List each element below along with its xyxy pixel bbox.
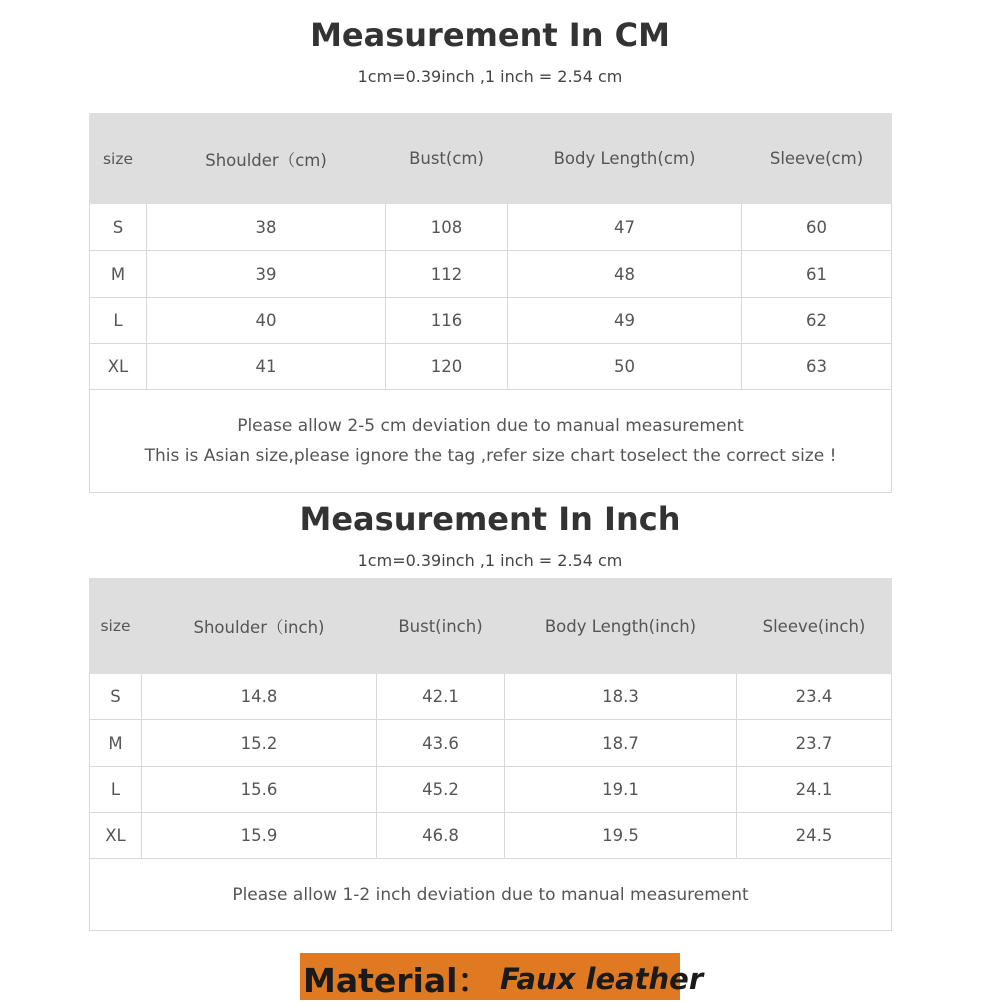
cm-section-title: Measurement In CM xyxy=(310,16,670,54)
cm-deviation-note: Please allow 2-5 cm deviation due to manual measurement xyxy=(237,416,744,436)
material-banner xyxy=(300,953,704,1000)
shoulder-cell: 38 xyxy=(147,204,386,251)
inch-header-size: size xyxy=(90,579,142,674)
bust-cell: 120 xyxy=(386,344,508,390)
bust-cell: 46.8 xyxy=(377,813,505,859)
sleeve-cell: 24.5 xyxy=(737,813,892,859)
material-label: Material： xyxy=(303,961,491,1000)
material-value: Faux leather xyxy=(500,962,704,996)
body-length-cell: 49 xyxy=(508,298,742,344)
table-row xyxy=(90,298,892,344)
body-length-cell: 48 xyxy=(508,251,742,298)
cm-header-shoulder: Shoulder（cm) xyxy=(147,114,386,204)
size-cell: XL xyxy=(90,813,142,859)
inch-size-table xyxy=(89,578,892,931)
cm-header-sleeve: Sleeve(cm) xyxy=(742,114,892,204)
bust-cell: 42.1 xyxy=(377,674,505,720)
size-cell: L xyxy=(90,298,147,344)
cm-header-body-length: Body Length(cm) xyxy=(508,114,742,204)
table-row xyxy=(90,720,892,767)
body-length-cell: 50 xyxy=(508,344,742,390)
shoulder-cell: 15.2 xyxy=(142,720,377,767)
cm-size-table xyxy=(89,113,892,493)
sleeve-cell: 61 xyxy=(742,251,892,298)
body-length-cell: 18.7 xyxy=(505,720,737,767)
bust-cell: 43.6 xyxy=(377,720,505,767)
inch-section-title: Measurement In Inch xyxy=(299,500,681,538)
sleeve-cell: 63 xyxy=(742,344,892,390)
shoulder-cell: 40 xyxy=(147,298,386,344)
sleeve-cell: 60 xyxy=(742,204,892,251)
inch-header-body-length: Body Length(inch) xyxy=(505,579,737,674)
table-row xyxy=(90,813,892,859)
table-row xyxy=(90,674,892,720)
cm-header-size: size xyxy=(90,114,147,204)
size-cell: M xyxy=(90,720,142,767)
inch-header-shoulder: Shoulder（inch) xyxy=(142,579,377,674)
size-cell: S xyxy=(90,204,147,251)
inch-header-row xyxy=(90,579,892,674)
sleeve-cell: 23.7 xyxy=(737,720,892,767)
inch-conversion-note: 1cm=0.39inch ,1 inch = 2.54 cm xyxy=(357,551,623,570)
shoulder-cell: 15.9 xyxy=(142,813,377,859)
shoulder-cell: 39 xyxy=(147,251,386,298)
inch-notes-row xyxy=(90,859,892,931)
size-cell: XL xyxy=(90,344,147,390)
size-cell: L xyxy=(90,767,142,813)
shoulder-cell: 41 xyxy=(147,344,386,390)
cm-header-bust: Bust(cm) xyxy=(386,114,508,204)
cm-header-row xyxy=(90,114,892,204)
bust-cell: 116 xyxy=(386,298,508,344)
inch-header-sleeve: Sleeve(inch) xyxy=(737,579,892,674)
cm-conversion-note: 1cm=0.39inch ,1 inch = 2.54 cm xyxy=(357,67,623,86)
body-length-cell: 18.3 xyxy=(505,674,737,720)
body-length-cell: 19.5 xyxy=(505,813,737,859)
asian-size-note: This is Asian size,please ignore the tag ,refer size chart toselect the correct size ! xyxy=(144,446,837,466)
inch-header-bust: Bust(inch) xyxy=(377,579,505,674)
inch-deviation-note: Please allow 1-2 inch deviation due to manual measurement xyxy=(232,884,749,905)
shoulder-cell: 14.8 xyxy=(142,674,377,720)
sleeve-cell: 62 xyxy=(742,298,892,344)
size-cell: M xyxy=(90,251,147,298)
table-row xyxy=(90,344,892,390)
bust-cell: 108 xyxy=(386,204,508,251)
table-row xyxy=(90,204,892,251)
table-row xyxy=(90,251,892,298)
bust-cell: 45.2 xyxy=(377,767,505,813)
table-row xyxy=(90,767,892,813)
inch-notes-cell xyxy=(90,859,892,931)
body-length-cell: 47 xyxy=(508,204,742,251)
body-length-cell: 19.1 xyxy=(505,767,737,813)
sleeve-cell: 24.1 xyxy=(737,767,892,813)
bust-cell: 112 xyxy=(386,251,508,298)
shoulder-cell: 15.6 xyxy=(142,767,377,813)
cm-notes-cell xyxy=(90,390,892,493)
cm-notes-row xyxy=(90,390,892,493)
size-cell: S xyxy=(90,674,142,720)
sleeve-cell: 23.4 xyxy=(737,674,892,720)
